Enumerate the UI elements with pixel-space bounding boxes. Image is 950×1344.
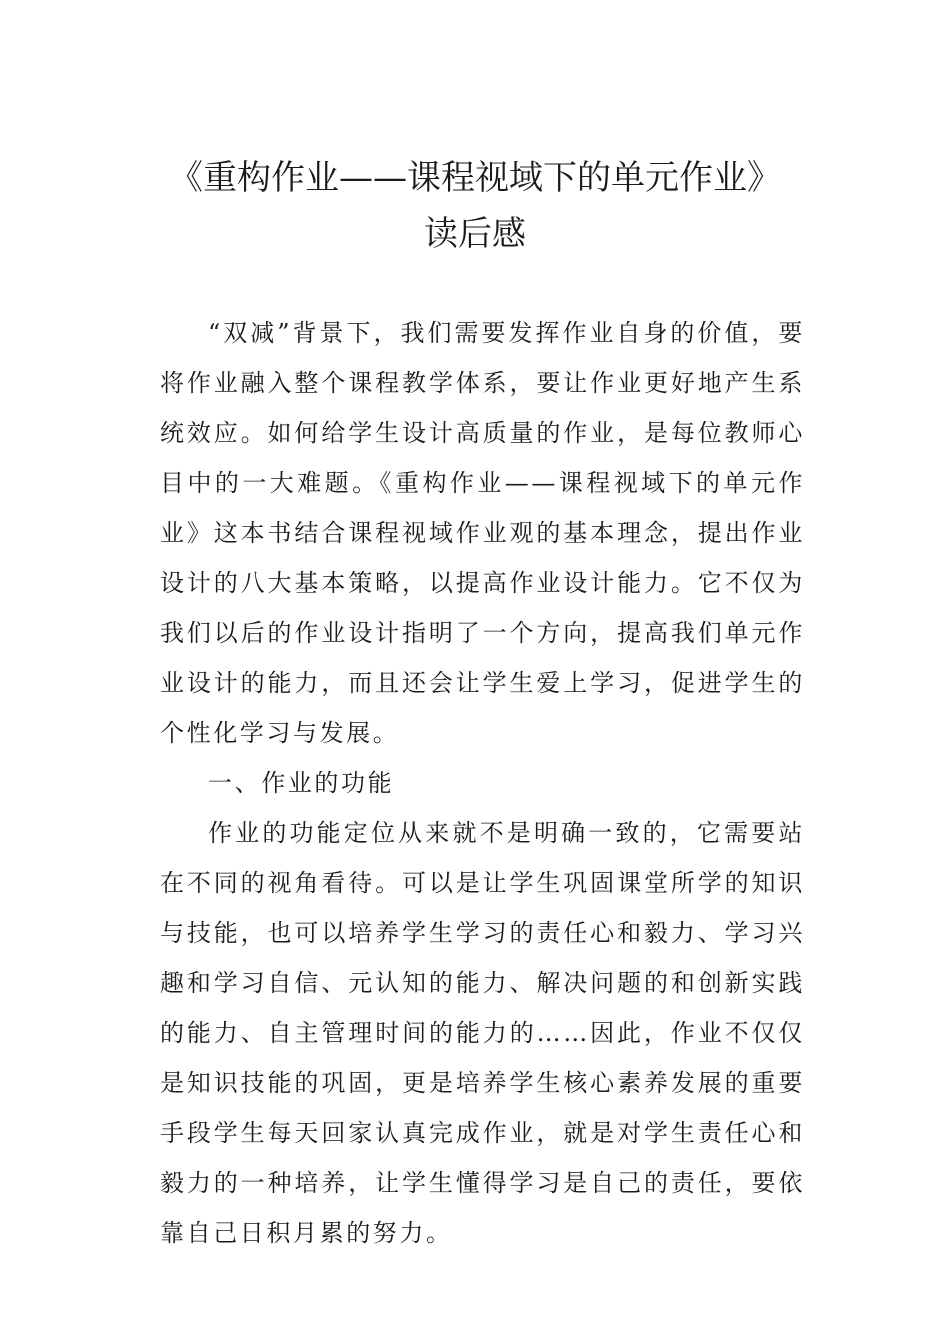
title-line-2: 读后感 [424, 214, 526, 254]
section-heading: 一、作业的功能 [208, 769, 395, 797]
document-title [100, 150, 850, 262]
paragraph-intro: “双减”背景下，我们需要发挥作业自身的价值，要将作业融入整个课程教学体系，要让作业更好地产生系统效应。如何给学生设计高质量的作业，是每位教师心目中的一大难题。《重构作业——课程视域下的单元作业》这本书结合课程视域作业观的基本理念，提出作业设计的八大基本策略，以提高作业设计能力。它不仅为我们以后的作业设计指明了一个方向，提高我们单元作业设计的能力，而且还会让学生爱上学习，促进学生的个性化学习与发展。 [160, 319, 805, 747]
paragraph-function: 作业的功能定位从来就不是明确一致的，它需要站在不同的视角看待。可以是让学生巩固课堂所学的知识与技能，也可以培养学生学习的责任心和毅力、学习兴趣和学习自信、元认知的能力、解决问题的和创新实践的能力、自主管理时间的能力的……因此，作业不仅仅是知识技能的巩固，更是培养学生核心素养发展的重要手段学生每天回家认真完成作业，就是对学生责任心和毅力的一种培养，让学生懂得学习是自己的责任，要依靠自己日积月累的努力。 [160, 819, 805, 1247]
title-line-1: 《重构作业——课程视域下的单元作业》 [169, 158, 781, 198]
document-body [160, 308, 805, 1258]
